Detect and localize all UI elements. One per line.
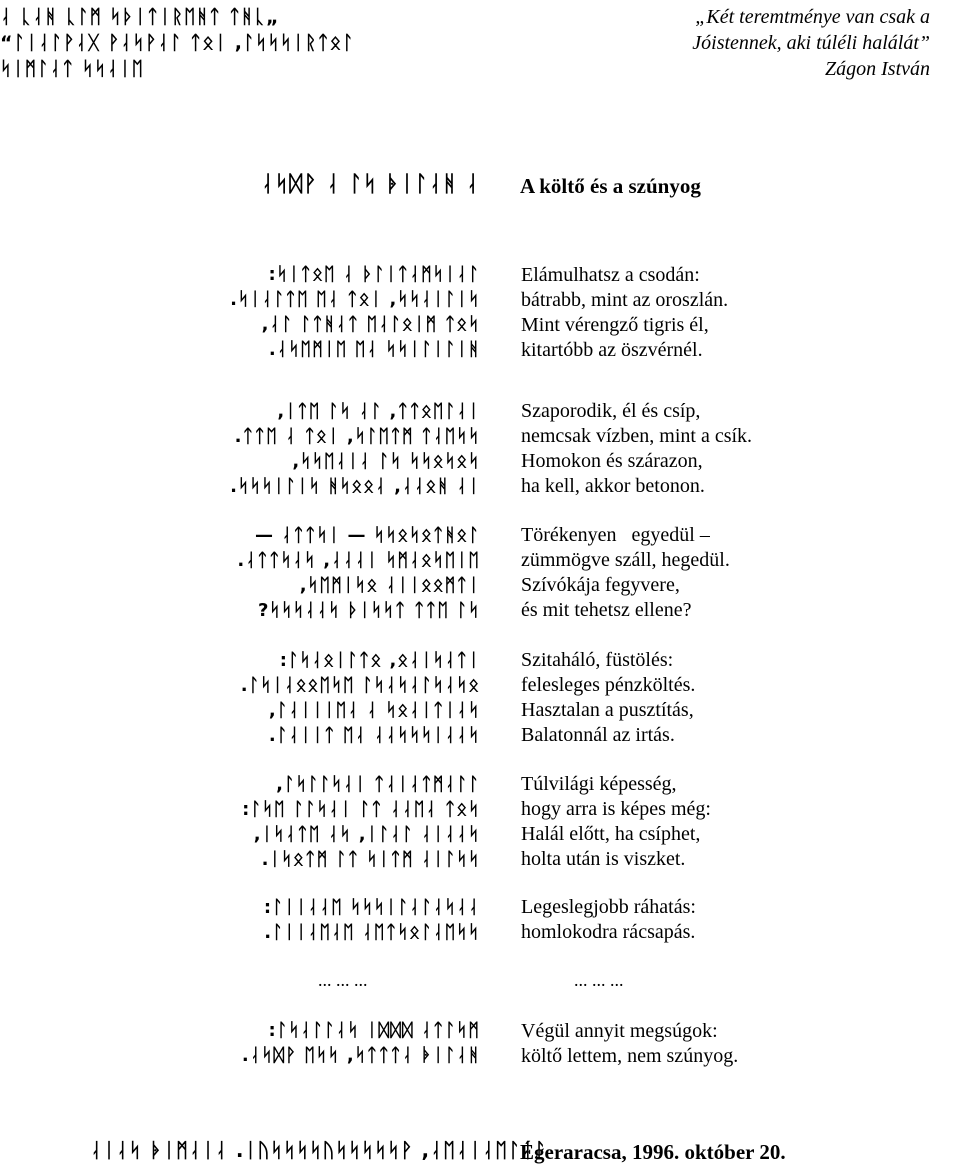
poem-date: Égeraracsa, 1996. október 20. <box>520 1140 786 1164</box>
stanza-1 <box>521 263 728 363</box>
runic-stanza-3 <box>237 523 480 623</box>
runic-stanza-2 <box>230 399 480 499</box>
runic-stanza-1 <box>230 262 480 362</box>
runic-stanza-7 <box>242 1018 480 1068</box>
stanza-7 <box>521 1019 738 1069</box>
runic-stanza-4 <box>241 648 480 748</box>
poem-line: zümmögve száll, hegedül. <box>521 549 730 571</box>
poem-line: Legeslegjobb ráhatás: <box>521 896 696 918</box>
poem-line: homlokodra rácsapás. <box>521 921 696 943</box>
runic-line: :ᛚᛁᛁᛆᛆᛖ ᛋᛋᛋᛁᛚᛆᛚᛆᛋᛆᛆ <box>263 897 480 918</box>
runic-date: ᛆᛁᛆᛋ ᚧᛁᛗᛆᛁᛆ .ᛁᚢᛋᛋᛋᛋᚢᛋᛋᛋᛋᛋᚹ ,ᛆᛖᛆᛁᛆᛖᛚᛆᛚ <box>90 1138 548 1162</box>
runic-line: ,ᛆᛚ ᛚᛏᚻᛆᛏ ᛖᛆᛚᛟᛁᛗ ᛏᛟᛋ <box>261 314 480 335</box>
motto-author: Zágon István <box>825 58 930 80</box>
runic-line: ,ᛋᛋᛖᛆᛁᛆ ᛚᛋ ᛋᛋᛟᛋᛟᛋ <box>292 451 480 472</box>
poem-line: hogy arra is képes még: <box>521 798 711 820</box>
poem-line: Mint vérengző tigris él, <box>521 314 709 336</box>
poem-line: Túlvilági képesség, <box>521 773 677 795</box>
poem-line: Homokon és szárazon, <box>521 450 703 472</box>
ellipsis-right: ... ... ... <box>574 970 624 990</box>
runic-line: .ᛋᛁᛆᛚᛏᛖ ᛖᛆ ᛏᛟᛁ ,ᛋᛋᛆᛁᛚᛁᛋ <box>230 289 480 310</box>
runic-line: .ᛚᛋᛁᛆᛟᛟᛖᛋᛖ ᛚᛋᛆᛋᛆᛚᛋᛆᛋᛟ <box>240 675 480 696</box>
runic-line: .ᛆᛋᛖᛗᛁᛖ ᛖᛆ ᛋᛋᛁᛚᛁᛚᛁᚻ <box>268 339 480 360</box>
poem-line: kitartóbb az öszvérnél. <box>521 339 703 361</box>
poem-line: bátrabb, mint az oroszlán. <box>521 289 729 311</box>
runic-line: :ᛚᛋᛖ ᛚᛚᛋᛆᛁ ᛚᛏ ᛆᛆᛖᛆ ᛏᛟᛋ <box>242 799 480 820</box>
runic-line: ,ᛁᛋᛆᛏᛖ ᛆᛋ ,ᛁᛚᛆᛚ ᛆᛁᛆᛆᛋ <box>253 824 480 845</box>
runic-line: .ᛆᛏᛏᛋᛆᛋ ,ᛆᛆᛆᛁ ᛋᛗᛆᛟᛋᛖᛁᛖ <box>237 550 480 571</box>
poem-line: Végül annyit megsúgok: <box>521 1020 718 1042</box>
runic-line: ,ᛁᛏᛖ ᛚᛋ ᛆᛚ ,ᛏᛏᛟᛖᛚᛆᛁ <box>277 401 480 422</box>
motto-line: Jóistennek, aki túléli halálát” <box>692 32 930 54</box>
runic-line: ,ᛚᛆᛁᛁᛁᛖᛆ ᛆ ᛋᛟᛆᛁᛏᛁᛆᛋ <box>268 700 480 721</box>
runic-line: :ᛚᛋᛆᛚᛚᛆᛋ ᛁᛞᛞᛞ ᛆᛏᛚᛋᛗ <box>268 1020 480 1041</box>
runic-line: — ᛆᛏᛏᛋᛁ — ᛋᛋᛟᛋᛟᛏᚻᛟᛚ <box>255 525 480 546</box>
poem-line: Törékenyen egyedül – <box>521 524 710 546</box>
poem-title: A költő és a szúnyog <box>520 174 701 198</box>
stanza-6 <box>521 895 696 945</box>
runic-line: .ᛆᛋᛞᚹ ᛖᛋᛋ ,ᛋᛏᛏᛏᛆ ᚧᛁᛚᛆᚻ <box>241 1045 480 1066</box>
runic-motto-line: ᛋᛁᛗᛚᛆᛏ ᛋᛋᛆᛁᛖ <box>0 58 145 80</box>
runic-line: ?ᛋᛋᛋᛆᛆᛋ ᚦᛁᛋᛋᛏ ᛏᛏᛖ ᛚᛋ <box>257 600 480 621</box>
poem-line: Szitaháló, füstölés: <box>521 649 674 671</box>
runic-line: :ᛚᛋᛆᛟᛁᛚᛏᛟ ,ᛟᛆᛁᛋᛆᛏᛁ <box>279 650 480 671</box>
runic-title: ᛆᛋᛞᚹ ᛆ ᛚᛋ ᚧᛁᛚᛆᚻ ᛆ <box>260 172 480 197</box>
stanza-2 <box>521 399 752 499</box>
poem-line: Elámulhatsz a csodán: <box>521 264 700 286</box>
runic-line: .ᛚᛆᛁᛁᛏ ᛖᛆ ᛆᛆᛋᛋᛋᛁᛆᛆᛋ <box>268 725 480 746</box>
poem-line: felesleges pénzköltés. <box>521 674 696 696</box>
motto-line: „Két teremtménye van csak a <box>695 6 930 28</box>
poem-line: és mit tehetsz ellene? <box>521 599 692 621</box>
poem-line: nemcsak vízben, mint a csík. <box>521 425 753 447</box>
runic-line: :ᛋᛁᛏᛟᛖ ᛆ ᚦᛚᛁᛏᛆᛗᛋᛁᛆᛚ <box>268 264 480 285</box>
runic-line: .ᛚᛁᛁᛆᛖᛆᛖ ᛆᛖᛏᛋᛟᛚᛆᛖᛋᛋ <box>264 922 480 943</box>
poem-line: Halál előtt, ha csíphet, <box>521 823 701 845</box>
poem-line: ha kell, akkor betonon. <box>521 475 705 497</box>
runic-motto-line: ᛆ ᚳᛆᚻ ᚳᛚᛗ ᛋᚦᛁᛏᛁᚱᛖᚻᛏ ᛏᚻᚳ„ <box>0 6 280 28</box>
runic-stanza-6 <box>264 895 480 945</box>
stanza-4 <box>521 648 695 748</box>
poem-line: Balatonnál az irtás. <box>521 724 675 746</box>
runic-motto-line: “ᛚᛁᛆᛚᚹᛆᚷ ᚹᛆᛋᚹᛆᛚ ᛏᛟᛁ ,ᛚᛋᛋᛋᛁᚱᛏᛟᛚ <box>0 32 355 54</box>
runic-line: ,ᛚᛋᛚᛚᛋᛆᛁ ᛏᛆᛁᛆᛏᛗᛆᛚᛚ <box>276 774 480 795</box>
runic-line: .ᛏᛏᛖ ᛆ ᛏᛟᛁ ,ᛋᛚᛖᛏᛗ ᛏᛆᛖᛋᛋ <box>234 426 480 447</box>
runic-motto <box>0 4 355 82</box>
runic-line: .ᛁᛋᛟᛏᛗ ᛚᛏ ᛋᛁᛏᛗ ᛆᛁᛚᛋᛋ <box>261 849 480 870</box>
runic-line: .ᛋᛋᛋᛁᛚᛁᛋ ᚻᛋᛟᛟᛆ ,ᛆᛆᛟᚻ ᛆᛁ <box>230 476 480 497</box>
stanza-5 <box>521 772 711 872</box>
poem-line: holta után is viszket. <box>521 848 686 870</box>
runic-line: ,ᛋᛖᛗᛁᛋᛟ ᛆᛁᛁᛟᛟᛗᛏᛁ <box>299 575 480 596</box>
poem-line: költő lettem, nem szúnyog. <box>521 1045 739 1067</box>
runic-stanza-5 <box>242 772 480 872</box>
poem-line: Hasztalan a pusztítás, <box>521 699 694 721</box>
poem-line: Szívókája fegyvere, <box>521 574 680 596</box>
poem-line: Szaporodik, él és csíp, <box>521 400 701 422</box>
stanza-3 <box>521 523 730 623</box>
motto <box>692 4 930 82</box>
ellipsis-left: ... ... ... <box>318 970 368 990</box>
